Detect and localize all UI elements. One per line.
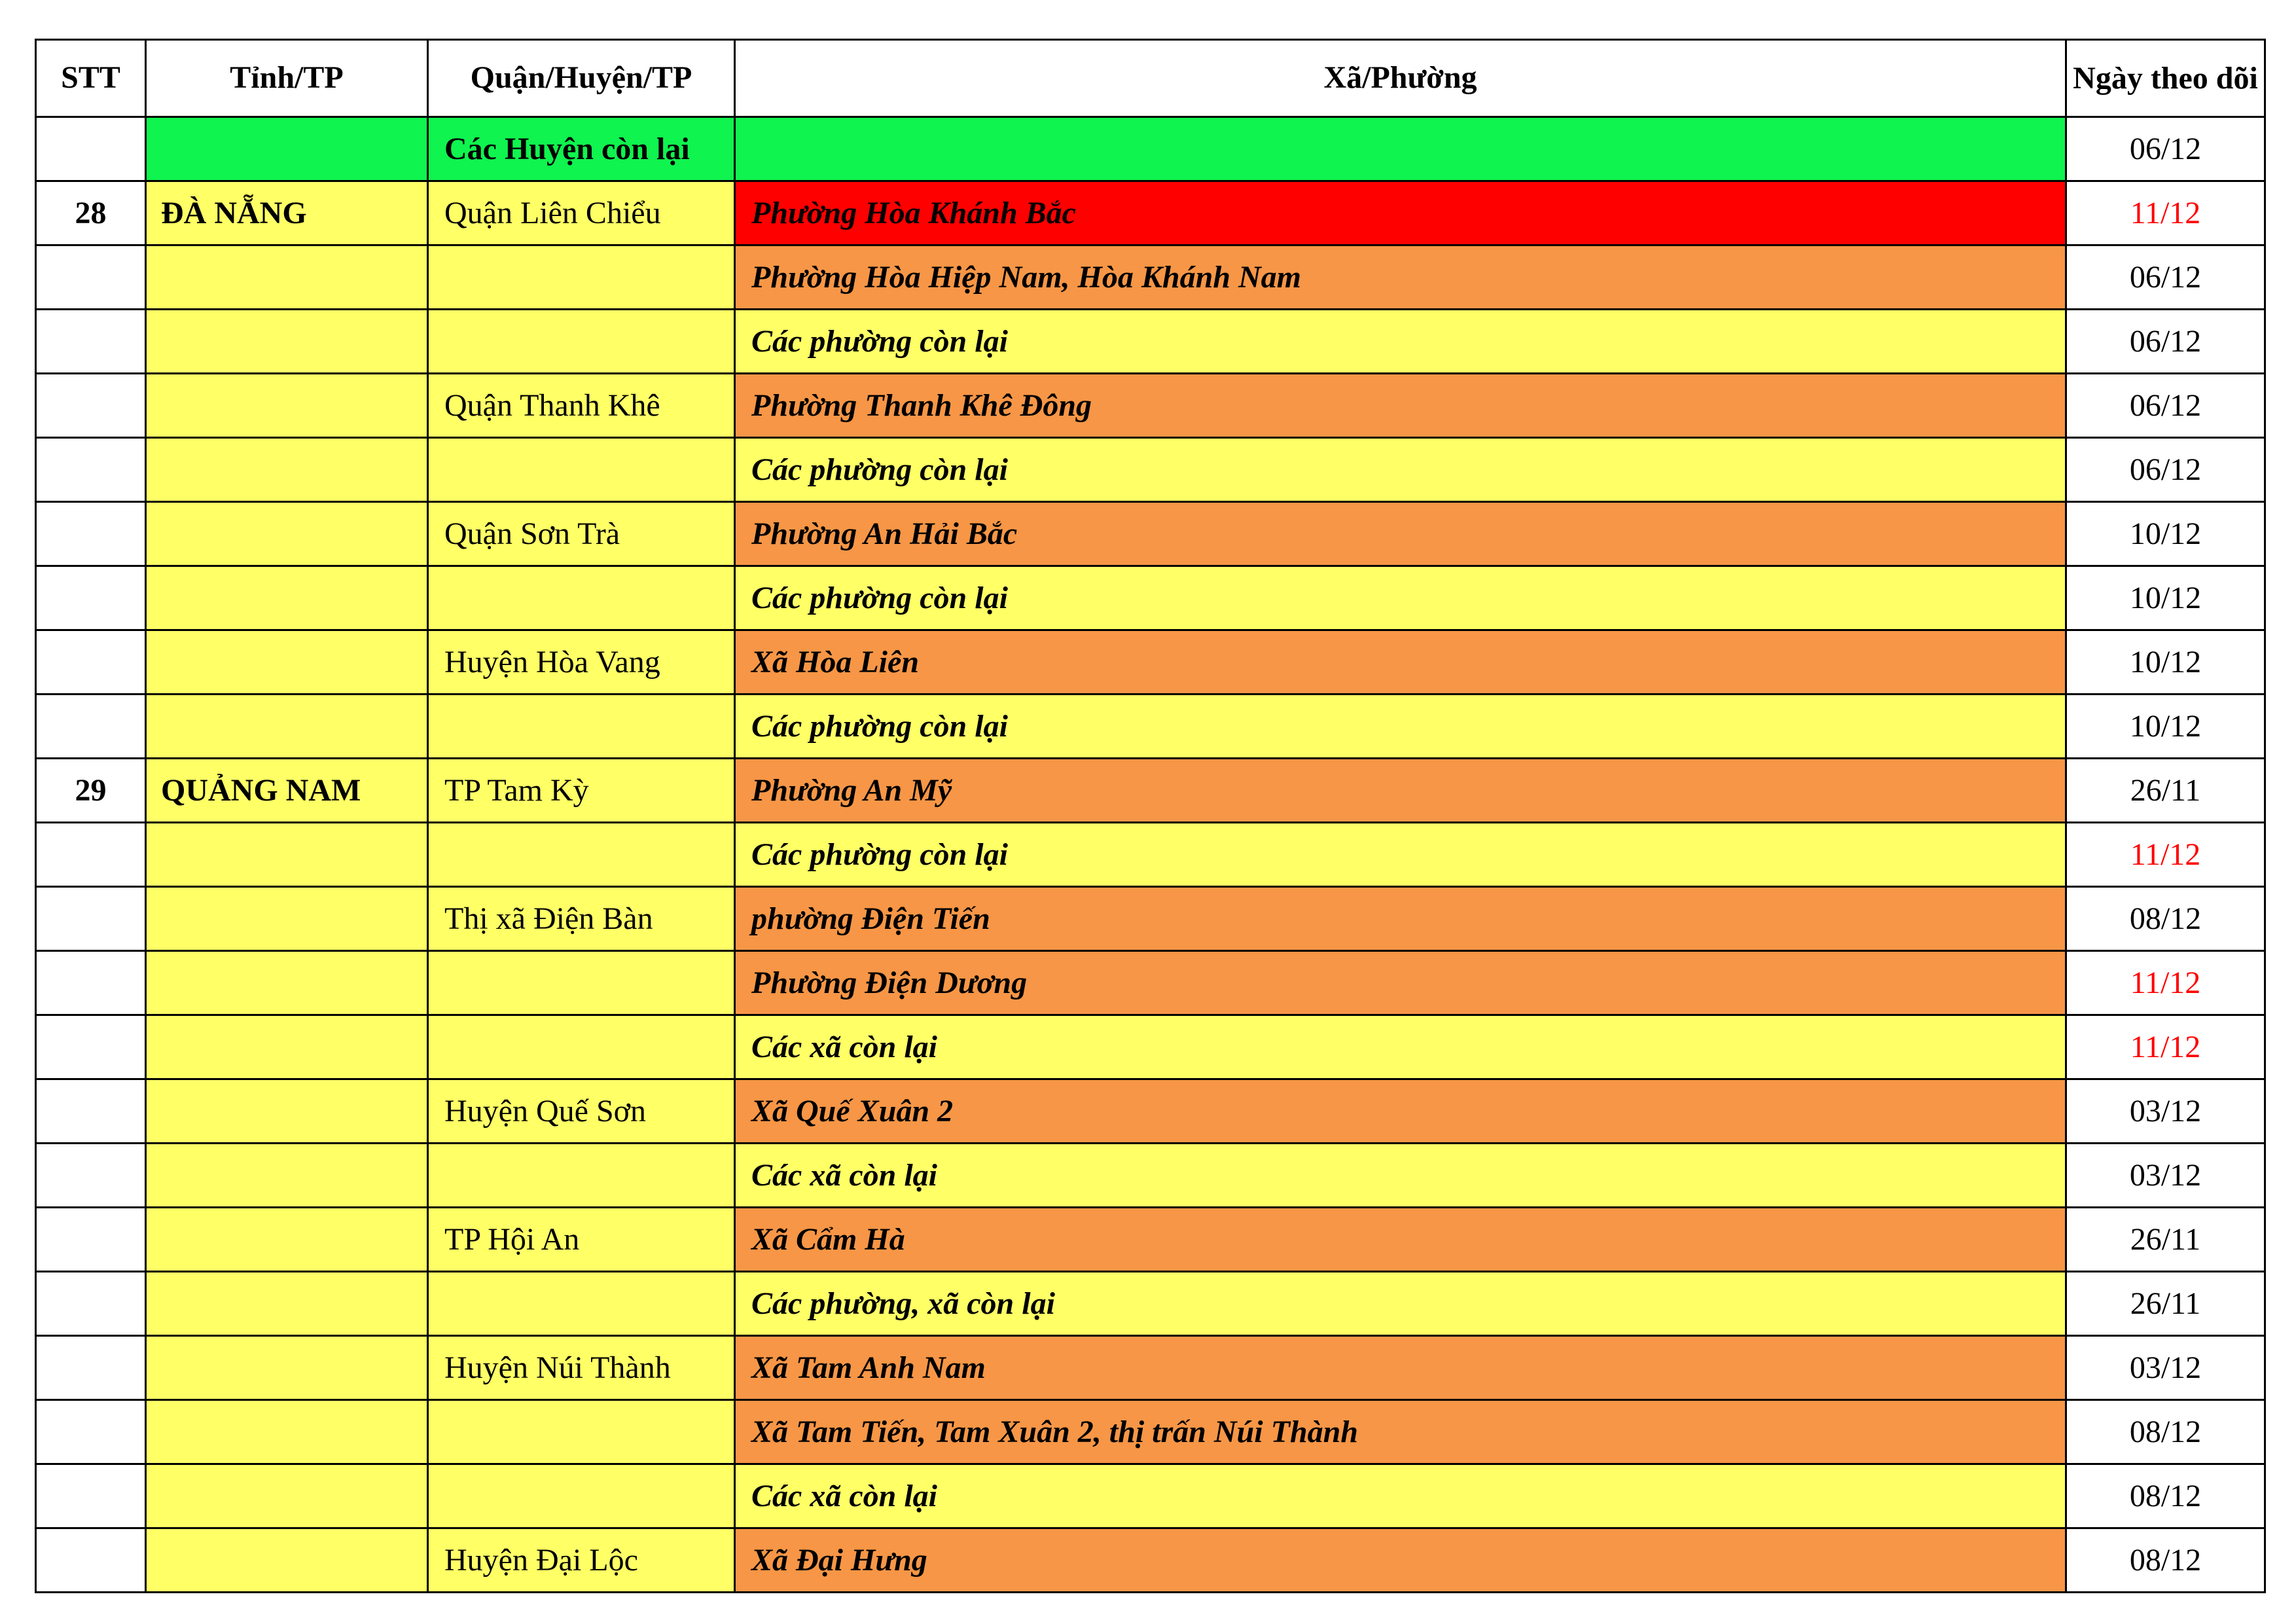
district-cell (428, 566, 735, 630)
stt-cell (36, 117, 146, 181)
date-cell: 11/12 (2066, 1015, 2265, 1079)
ward-cell: Xã Tam Tiến, Tam Xuân 2, thị trấn Núi Thành (735, 1400, 2066, 1464)
date-cell: 06/12 (2066, 310, 2265, 374)
ward-cell: Các phường còn lại (735, 438, 2066, 502)
table-row (36, 1015, 2265, 1079)
table-row (36, 1144, 2265, 1208)
table-row (36, 759, 2265, 823)
date-cell: 26/11 (2066, 1208, 2265, 1272)
stt-cell (36, 1272, 146, 1336)
table-row (36, 502, 2265, 566)
district-cell: TP Tam Kỳ (428, 759, 735, 823)
district-cell (428, 438, 735, 502)
province-cell (146, 1464, 428, 1528)
table-row (36, 566, 2265, 630)
district-cell (428, 1144, 735, 1208)
province-cell (146, 1400, 428, 1464)
table-body (36, 117, 2265, 1593)
district-cell: Huyện Hòa Vang (428, 630, 735, 695)
ward-cell: Các xã còn lại (735, 1015, 2066, 1079)
date-cell: 10/12 (2066, 630, 2265, 695)
table-row (36, 117, 2265, 181)
province-cell (146, 1015, 428, 1079)
stt-cell (36, 310, 146, 374)
district-cell: Huyện Núi Thành (428, 1336, 735, 1400)
header-ward: Xã/Phường (735, 40, 2066, 117)
district-cell: Các Huyện còn lại (428, 117, 735, 181)
table-row (36, 374, 2265, 438)
ward-cell (735, 117, 2066, 181)
table-row (36, 887, 2265, 951)
stt-cell (36, 1336, 146, 1400)
district-cell (428, 1272, 735, 1336)
district-cell: Thị xã Điện Bàn (428, 887, 735, 951)
ward-cell: Phường An Mỹ (735, 759, 2066, 823)
district-cell: Huyện Đại Lộc (428, 1528, 735, 1593)
stt-cell (36, 951, 146, 1015)
province-cell (146, 951, 428, 1015)
province-cell (146, 887, 428, 951)
header-stt: STT (36, 40, 146, 117)
date-cell: 10/12 (2066, 695, 2265, 759)
header-district: Quận/Huyện/TP (428, 40, 735, 117)
district-cell (428, 1015, 735, 1079)
stt-cell (36, 1464, 146, 1528)
date-cell: 11/12 (2066, 823, 2265, 887)
district-cell (428, 695, 735, 759)
header-row (36, 40, 2265, 117)
ward-cell: Các xã còn lại (735, 1464, 2066, 1528)
ward-cell: Phường Hòa Hiệp Nam, Hòa Khánh Nam (735, 245, 2066, 310)
district-cell: TP Hội An (428, 1208, 735, 1272)
date-cell: 26/11 (2066, 1272, 2265, 1336)
stt-cell (36, 374, 146, 438)
province-cell (146, 566, 428, 630)
district-cell (428, 310, 735, 374)
ward-cell: Các phường còn lại (735, 566, 2066, 630)
province-cell (146, 310, 428, 374)
date-cell: 06/12 (2066, 374, 2265, 438)
district-cell: Huyện Quế Sơn (428, 1079, 735, 1144)
table-row (36, 1400, 2265, 1464)
date-cell: 10/12 (2066, 566, 2265, 630)
district-status-table (35, 39, 2266, 1593)
province-cell (146, 374, 428, 438)
table-row (36, 1079, 2265, 1144)
province-cell (146, 1272, 428, 1336)
province-cell (146, 695, 428, 759)
province-cell (146, 630, 428, 695)
province-cell (146, 1336, 428, 1400)
table-row (36, 1528, 2265, 1593)
district-cell (428, 245, 735, 310)
header-province: Tỉnh/TP (146, 40, 428, 117)
stt-cell (36, 502, 146, 566)
table-row (36, 245, 2265, 310)
province-cell (146, 438, 428, 502)
province-cell (146, 245, 428, 310)
province-cell (146, 823, 428, 887)
ward-cell: Xã Cẩm Hà (735, 1208, 2066, 1272)
date-cell: 08/12 (2066, 1400, 2265, 1464)
table-row (36, 438, 2265, 502)
date-cell: 03/12 (2066, 1336, 2265, 1400)
table-row (36, 695, 2265, 759)
table-row (36, 1336, 2265, 1400)
table-row (36, 1272, 2265, 1336)
date-cell: 08/12 (2066, 1464, 2265, 1528)
ward-cell: Các xã còn lại (735, 1144, 2066, 1208)
ward-cell: Phường An Hải Bắc (735, 502, 2066, 566)
stt-cell (36, 1208, 146, 1272)
stt-cell (36, 1400, 146, 1464)
table-row (36, 1464, 2265, 1528)
district-cell: Quận Sơn Trà (428, 502, 735, 566)
ward-cell: Các phường, xã còn lại (735, 1272, 2066, 1336)
date-cell: 08/12 (2066, 887, 2265, 951)
ward-cell: Các phường còn lại (735, 823, 2066, 887)
stt-cell: 29 (36, 759, 146, 823)
date-cell: 06/12 (2066, 117, 2265, 181)
district-cell (428, 1464, 735, 1528)
stt-cell (36, 630, 146, 695)
province-cell (146, 1144, 428, 1208)
district-cell (428, 1400, 735, 1464)
date-cell: 06/12 (2066, 245, 2265, 310)
table-row (36, 951, 2265, 1015)
province-cell (146, 117, 428, 181)
date-cell: 26/11 (2066, 759, 2265, 823)
date-cell: 10/12 (2066, 502, 2265, 566)
ward-cell: Phường Thanh Khê Đông (735, 374, 2066, 438)
district-cell (428, 823, 735, 887)
stt-cell (36, 1528, 146, 1593)
stt-cell (36, 438, 146, 502)
ward-cell: Phường Hòa Khánh Bắc (735, 181, 2066, 245)
ward-cell: Xã Tam Anh Nam (735, 1336, 2066, 1400)
stt-cell (36, 695, 146, 759)
province-cell: ĐÀ NẴNG (146, 181, 428, 245)
stt-cell (36, 887, 146, 951)
ward-cell: Xã Hòa Liên (735, 630, 2066, 695)
district-cell: Quận Thanh Khê (428, 374, 735, 438)
date-cell: 03/12 (2066, 1079, 2265, 1144)
ward-cell: Xã Đại Hưng (735, 1528, 2066, 1593)
stt-cell (36, 1079, 146, 1144)
header-date: Ngày theo dõi (2066, 40, 2265, 117)
province-cell: QUẢNG NAM (146, 759, 428, 823)
date-cell: 03/12 (2066, 1144, 2265, 1208)
stt-cell: 28 (36, 181, 146, 245)
stt-cell (36, 1015, 146, 1079)
province-cell (146, 1208, 428, 1272)
date-cell: 11/12 (2066, 951, 2265, 1015)
province-cell (146, 502, 428, 566)
district-cell (428, 951, 735, 1015)
table-row (36, 630, 2265, 695)
stt-cell (36, 823, 146, 887)
table-row (36, 310, 2265, 374)
date-cell: 08/12 (2066, 1528, 2265, 1593)
ward-cell: Xã Quế Xuân 2 (735, 1079, 2066, 1144)
date-cell: 11/12 (2066, 181, 2265, 245)
stt-cell (36, 245, 146, 310)
table-row (36, 823, 2265, 887)
date-cell: 06/12 (2066, 438, 2265, 502)
ward-cell: phường Điện Tiến (735, 887, 2066, 951)
province-cell (146, 1528, 428, 1593)
ward-cell: Các phường còn lại (735, 695, 2066, 759)
stt-cell (36, 566, 146, 630)
district-cell: Quận Liên Chiểu (428, 181, 735, 245)
table-row (36, 181, 2265, 245)
table-row (36, 1208, 2265, 1272)
province-cell (146, 1079, 428, 1144)
stt-cell (36, 1144, 146, 1208)
ward-cell: Các phường còn lại (735, 310, 2066, 374)
ward-cell: Phường Điện Dương (735, 951, 2066, 1015)
